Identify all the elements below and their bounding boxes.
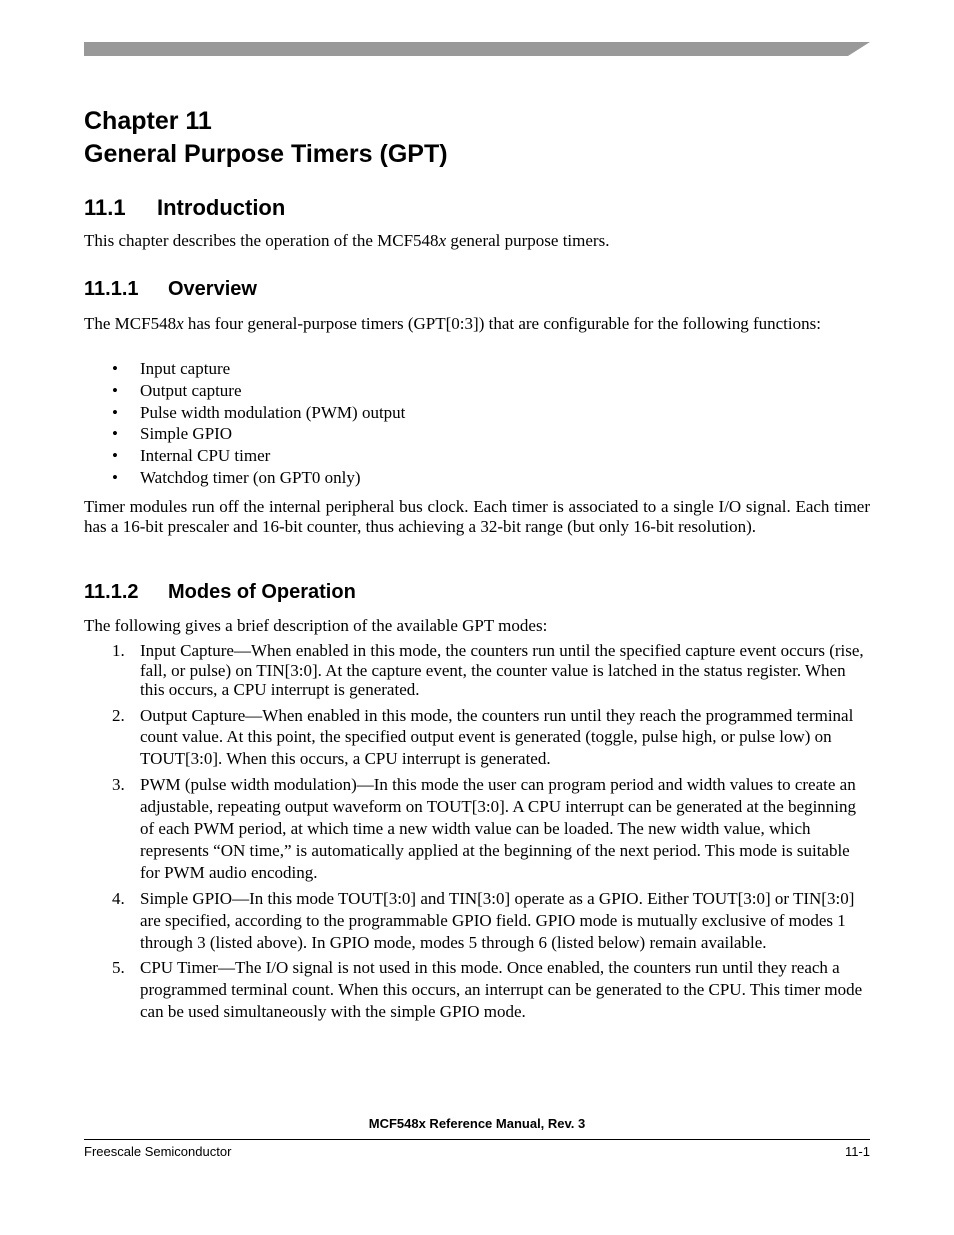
chapter-number: Chapter 11 xyxy=(84,107,212,135)
bullet-icon: • xyxy=(112,359,118,378)
item-text: CPU Timer—The I/O signal is not used in this mode. Once enabled, the counters run until they reach a programmed terminal count. When this occurs, an interrupt can be generated to the CPU. This timer mode can be used simultaneously with the simple GPIO mode. xyxy=(140,958,863,1022)
list-item: • Input capture xyxy=(112,359,231,378)
list-item xyxy=(84,888,870,954)
modes-lead-paragraph: The following gives a brief description of the available GPT modes: xyxy=(84,616,548,635)
item-number: 2. xyxy=(112,705,125,725)
footer-company: Freescale Semiconductor xyxy=(84,1144,232,1159)
overview-paragraph xyxy=(84,314,870,334)
list-item xyxy=(84,705,870,771)
item-text: Output Capture—When enabled in this mode, the counters run until they reach the programmed terminal count value. At this point, the specified output event is generated (toggle, pulse high, or pulse low) on TOUT[3:0]. When this occurs, a CPU interrupt is generated. xyxy=(140,705,854,769)
function-list xyxy=(84,358,870,489)
section-number: 11.1.2 xyxy=(84,581,139,603)
list-item xyxy=(84,774,870,884)
section-heading-modes xyxy=(84,580,356,604)
bullet-icon: • xyxy=(112,424,118,444)
list-item: • Output capture xyxy=(112,380,242,400)
intro-paragraph xyxy=(84,231,870,251)
item-text: PWM (pulse width modulation)—In this mode the user can program period and width values to create an adjustable, repeating output waveform on TOUT[3:0]. A CPU interrupt can be generated at the beginning of each PWM period, at which time a new width value can be loaded. The new width value, which represents “ON time,” is automatically applied at the beginning of the next period. This mode is suitable for PWM audio encoding. xyxy=(140,775,857,882)
list-item xyxy=(84,641,870,700)
timer-modules-paragraph: Timer modules run off the internal peripheral bus clock. Each timer is associated to a single I/O signal. Each timer has a 16-bit prescaler and 16-bit counter, thus achieving a 32-bit range (but only 16-bit resolution). xyxy=(84,497,870,536)
section-heading-overview xyxy=(84,277,257,301)
item-number: 3. xyxy=(112,775,125,795)
intro-text: This chapter describes the operation of the MCF548 xyxy=(84,231,439,250)
item-text: Simple GPIO—In this mode TOUT[3:0] and TIN[3:0] operate as a GPIO. Either TOUT[3:0] or TIN[3:0] are specified, according to the programmable GPIO field. GPIO mode is mutually exclusive of modes 1 through 3 (listed above). In GPIO mode, modes 5 through 6 (listed below) remain available. xyxy=(140,888,855,952)
item-number: 1. xyxy=(112,641,125,660)
list-item: • Simple GPIO xyxy=(112,424,233,444)
item-number: 4. xyxy=(112,888,125,908)
section-number: 11.1 xyxy=(84,195,126,220)
section-title: Introduction xyxy=(157,195,286,220)
overview-italic: x xyxy=(176,314,184,333)
list-item: • Pulse width modulation (PWM) output xyxy=(112,402,406,422)
header-bar xyxy=(84,42,870,56)
section-number: 11.1.1 xyxy=(84,278,139,300)
item-text: Input Capture—When enabled in this mode, the counters run until the specified capture event occurs (rise, fall, or pulse) on TIN[3:0]. At the capture event, the counter value is latched in the status register. When this occurs, a CPU interrupt is generated. xyxy=(140,641,864,699)
manual-title: MCF548x Reference Manual, Rev. 3 xyxy=(368,1116,586,1131)
section-heading-introduction xyxy=(84,195,285,221)
bullet-icon: • xyxy=(112,467,118,487)
section-title: Overview xyxy=(168,278,257,300)
intro-text-end: general purpose timers. xyxy=(446,231,610,250)
chapter-title xyxy=(84,105,448,171)
modes-list xyxy=(84,641,870,1027)
bullet-icon: • xyxy=(112,402,118,422)
item-number: 5. xyxy=(112,958,125,978)
footer-divider xyxy=(84,1139,870,1140)
bullet-icon: • xyxy=(112,446,118,466)
list-item: • Internal CPU timer xyxy=(112,446,271,466)
list-item xyxy=(84,957,870,1023)
bullet-icon: • xyxy=(112,380,118,400)
page-number: 11-1 xyxy=(844,1144,870,1159)
intro-italic: x xyxy=(438,231,447,250)
overview-text-end: has four general-purpose timers (GPT[0:3]) that are configurable for the following functions: xyxy=(183,314,821,333)
chapter-name: General Purpose Timers (GPT) xyxy=(84,140,448,168)
list-item: • Watchdog timer (on GPT0 only) xyxy=(112,467,361,487)
overview-text: The MCF548 xyxy=(84,314,177,333)
section-title: Modes of Operation xyxy=(168,581,356,603)
